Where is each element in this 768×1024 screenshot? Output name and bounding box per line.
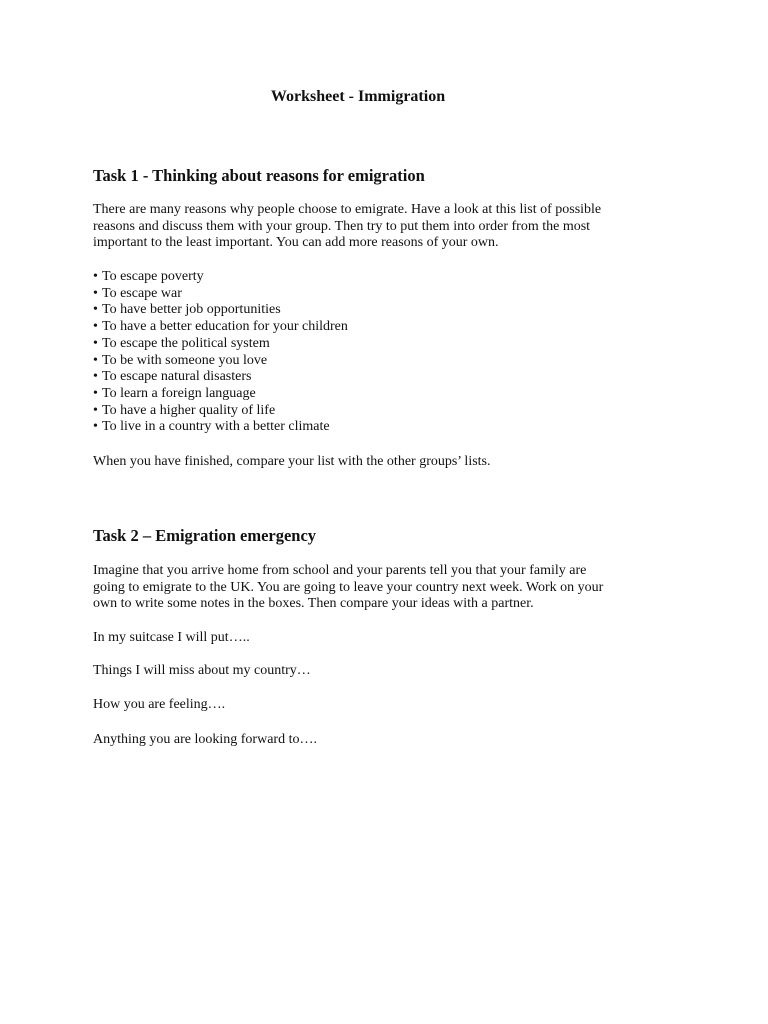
reason-text: To have a better education for your children (102, 319, 348, 335)
task1-intro (93, 202, 693, 252)
task1-heading: Task 1 - Thinking about reasons for emigration (93, 166, 425, 185)
prompt-forward-block (93, 732, 693, 749)
task2-intro (93, 563, 693, 613)
list-item (93, 319, 693, 336)
list-item (93, 386, 693, 403)
task1-closing-block (93, 454, 693, 471)
task1-intro-line: reasons and discuss them with your group. Then try to put them into order from the most (93, 218, 591, 234)
bullet-icon: • (93, 369, 98, 385)
reason-text: To escape poverty (102, 269, 204, 284)
reason-text: To live in a country with a better climate (102, 419, 330, 435)
prompt-feeling: How you are feeling…. (93, 697, 226, 712)
list-item (93, 302, 693, 319)
prompt-suitcase: In my suitcase I will put….. (93, 630, 250, 645)
prompt-miss-block (93, 663, 693, 680)
prompt-miss-country: Things I will miss about my country… (93, 663, 311, 678)
list-item (93, 353, 693, 370)
document-title: Worksheet - Immigration (270, 88, 446, 105)
reason-text: To have better job opportunities (102, 302, 281, 318)
bullet-icon: • (93, 335, 98, 351)
reasons-list-block (93, 269, 693, 436)
reason-text: To have a higher quality of life (102, 402, 276, 418)
bullet-icon: • (93, 285, 98, 301)
task1-heading-block (93, 166, 693, 186)
task2-intro-line: going to emigrate to the UK. You are going to leave your country next week. Work on your (93, 579, 604, 595)
reason-text: To escape war (102, 285, 182, 301)
task1-closing: When you have finished, compare your list with the other groups’ lists. (93, 454, 491, 469)
prompt-feeling-block (93, 697, 693, 714)
reason-text: To escape the political system (102, 335, 270, 351)
bullet-icon: • (93, 385, 98, 401)
list-item (93, 403, 693, 420)
reason-text: To be with someone you love (102, 352, 268, 368)
task2-heading: Task 2 – Emigration emergency (93, 526, 317, 545)
prompt-looking-forward: Anything you are looking forward to…. (93, 732, 317, 747)
task2-heading-block (93, 526, 693, 546)
reasons-list (93, 269, 693, 436)
task1-intro-line: important to the least important. You can add more reasons of your own. (93, 235, 499, 251)
bullet-icon: • (93, 352, 98, 368)
task2-intro-line: own to write some notes in the boxes. Then compare your ideas with a partner. (93, 596, 534, 612)
reason-text: To escape natural disasters (102, 369, 252, 385)
task1-intro-line: There are many reasons why people choose to emigrate. Have a look at this list of possible (93, 202, 602, 217)
list-item (93, 336, 693, 353)
list-item (93, 286, 693, 303)
task2-intro-line: Imagine that you arrive home from school and your parents tell you that your family are (93, 563, 587, 578)
bullet-icon: • (93, 419, 98, 435)
prompt-suitcase-block (93, 630, 693, 647)
list-item (93, 369, 693, 386)
list-item (93, 419, 693, 436)
bullet-icon: • (93, 269, 98, 284)
bullet-icon: • (93, 319, 98, 335)
bullet-icon: • (93, 402, 98, 418)
reason-text: To learn a foreign language (102, 385, 256, 401)
bullet-icon: • (93, 302, 98, 318)
list-item (93, 269, 693, 286)
